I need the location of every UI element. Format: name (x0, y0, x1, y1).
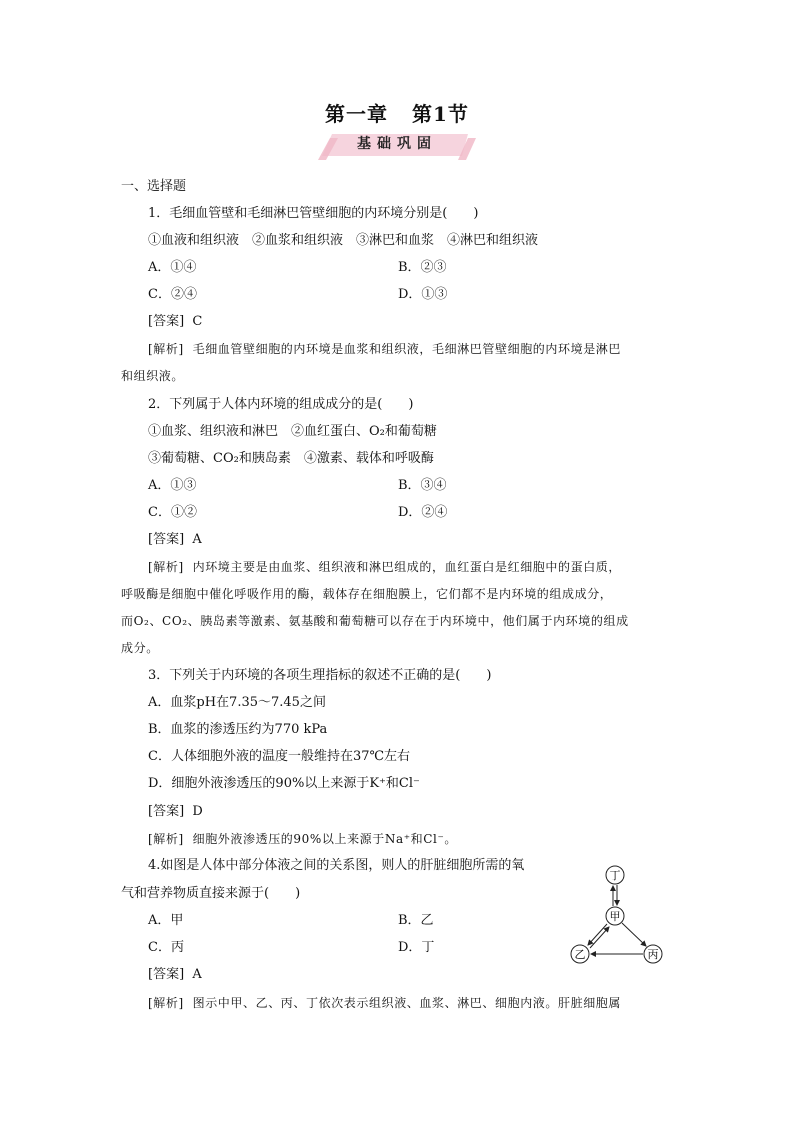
q4-stem-2: 气和营养物质直接来源于( ) (121, 886, 301, 901)
q4-option-a: A．甲 (148, 913, 184, 928)
q3-answer (148, 803, 203, 821)
arrow-jia-to-bing (622, 923, 646, 946)
q2-items-2: ③葡萄糖、CO₂和胰岛素 ④激素、载体和呼吸酶 (148, 451, 434, 466)
body-fluid-diagram (560, 862, 670, 967)
answer-value: A (192, 532, 202, 547)
q1-option-c: C．②④ (148, 287, 197, 302)
q2-explanation-cont-1: 呼吸酶是细胞中催化呼吸作用的酶，载体存在细胞膜上，它们都不是内环境的组成成分， (121, 587, 613, 601)
explanation-tag: [解析] (148, 560, 184, 574)
q3-option-d: D．细胞外液渗透压的90%以上来源于K⁺和Cl⁻ (148, 776, 420, 791)
q2-explanation-cont-3: 成分。 (121, 641, 159, 655)
q2-option-c: C．①② (148, 505, 197, 520)
q4-option-b: B．乙 (398, 913, 434, 928)
node-ding-label: 丁 (609, 869, 621, 882)
q1-answer (148, 313, 202, 331)
q3-stem: 3．下列关于内环境的各项生理指标的叙述不正确的是( ) (148, 668, 492, 683)
explanation-text: 内环境主要是由血浆、组织液和淋巴组成的，血红蛋白是红细胞中的蛋白质， (192, 560, 622, 574)
answer-tag: [答案] (148, 532, 185, 547)
explanation-text: 图示中甲、乙、丙、丁依次表示组织液、血浆、淋巴、细胞内液。肝脏细胞属 (192, 996, 622, 1010)
q1-explanation-cont: 和组织液。 (121, 369, 185, 383)
node-jia-label: 甲 (609, 910, 621, 923)
q2-option-d: D．②④ (398, 505, 448, 520)
q2-explanation-cont-2: 而O₂、CO₂、胰岛素等激素、氨基酸和葡萄糖可以存在于内环境中，他们属于内环境的组成 (121, 614, 629, 628)
q2-explanation-line (148, 558, 621, 576)
answer-value: D (192, 804, 203, 819)
q2-option-a: A．①③ (148, 478, 197, 493)
explanation-tag: [解析] (148, 342, 184, 356)
q4-option-d: D．丁 (398, 940, 435, 955)
explanation-tag: [解析] (148, 832, 184, 846)
chapter-title: 第一章 (325, 102, 389, 126)
q2-items-1: ①血浆、组织液和淋巴 ②血红蛋白、O₂和葡萄糖 (148, 424, 437, 439)
q2-stem: 2．下列属于人体内环境的组成成分的是( ) (148, 397, 414, 412)
q3-option-a: A．血浆pH在7.35～7.45之间 (148, 695, 326, 710)
answer-value: C (192, 314, 203, 329)
answer-tag: [答案] (148, 314, 185, 329)
explanation-text: 细胞外液渗透压的90%以上来源于Na⁺和Cl⁻。 (192, 832, 458, 846)
banner-label: 基础巩固 (357, 136, 437, 152)
q1-explanation-line (148, 340, 621, 358)
explanation-tag: [解析] (148, 996, 184, 1010)
arrow-jia-to-yi (588, 924, 607, 945)
explanation-text: 毛细血管壁细胞的内环境是血浆和组织液，毛细淋巴管壁细胞的内环境是淋巴 (192, 342, 622, 356)
q1-option-b: B．②③ (398, 260, 447, 275)
q1-option-d: D．①③ (398, 287, 448, 302)
answer-tag: [答案] (148, 804, 185, 819)
page-title (0, 98, 794, 127)
q4-option-c: C．丙 (148, 940, 184, 955)
answer-value: A (192, 967, 202, 982)
q4-answer (148, 966, 202, 984)
q3-option-c: C．人体细胞外液的温度一般维持在37℃左右 (148, 749, 411, 764)
q4-explanation-line (148, 994, 621, 1012)
node-yi-label: 乙 (574, 948, 586, 961)
arrow-yi-to-jia (590, 927, 609, 948)
q1-option-a: A．①④ (148, 260, 197, 275)
section-heading: 一、选择题 (121, 179, 187, 194)
q1-stem: 1．毛细血管壁和毛细淋巴管壁细胞的内环境分别是( ) (148, 206, 479, 221)
q2-answer (148, 531, 202, 549)
node-bing-label: 丙 (647, 948, 659, 961)
section-title: 第1节 (412, 102, 469, 126)
q3-option-b: B．血浆的渗透压约为770 kPa (148, 722, 328, 737)
q2-option-b: B．③④ (398, 478, 447, 493)
q4-stem-1: 4.如图是人体中部分体液之间的关系图，则人的肝脏细胞所需的氧 (148, 858, 525, 873)
q1-items: ①血液和组织液 ②血浆和组织液 ③淋巴和血浆 ④淋巴和组织液 (148, 233, 539, 248)
q3-explanation-line (148, 830, 457, 848)
answer-tag: [答案] (148, 967, 185, 982)
